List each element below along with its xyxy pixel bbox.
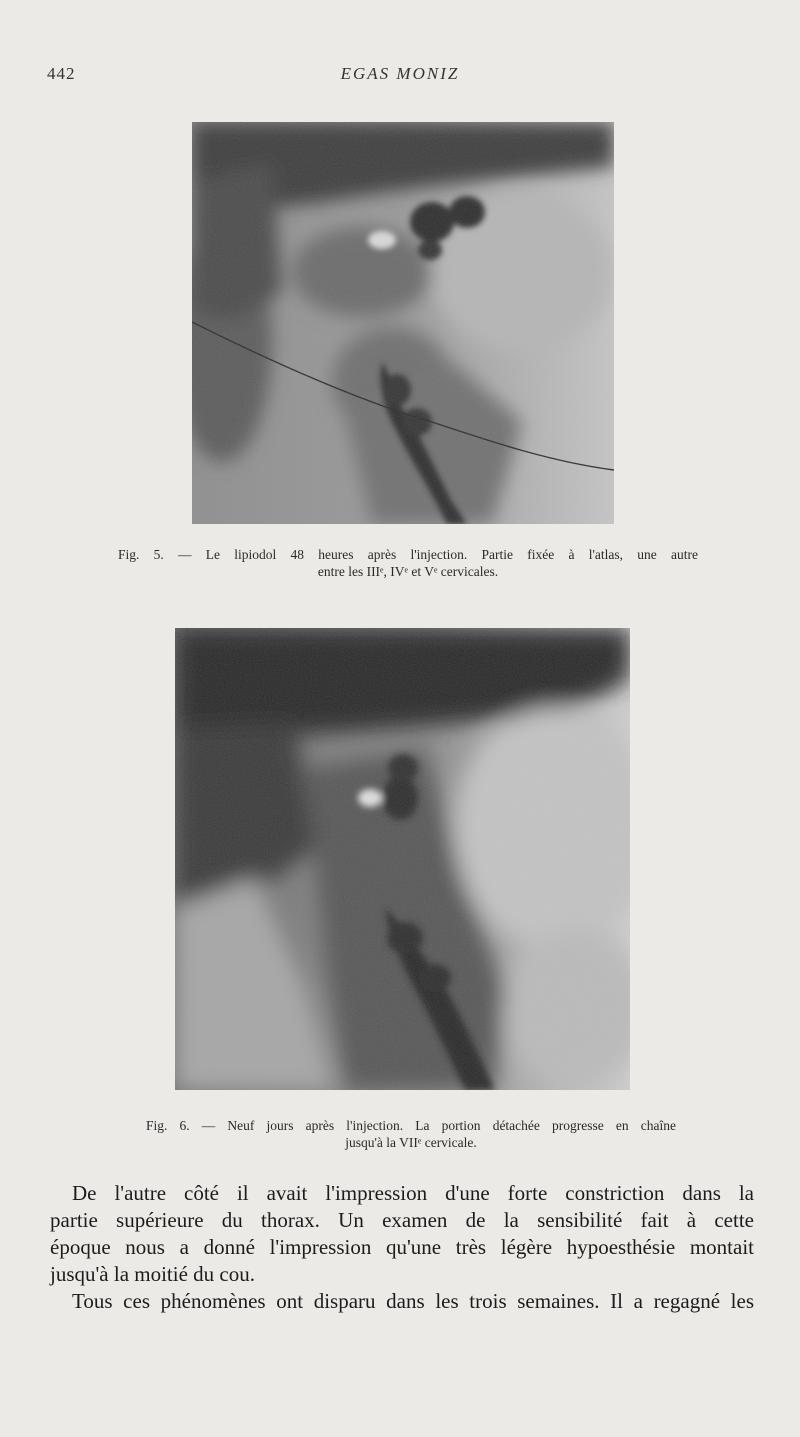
figure-5-caption [118,546,698,580]
running-title: EGAS MONIZ [340,64,460,83]
body-line: Tous ces phénomènes ont disparu dans les trois semaines. Il a regagné les [72,1289,754,1313]
caption-line: Fig. 5. — Le lipiodol 48 heures après l'injection. Partie fixée à l'atlas, une autre [118,547,698,562]
body-line: De l'autre côté il avait l'impression d'une forte constriction dans la [72,1181,754,1205]
body-line: partie supérieure du thorax. Un examen de la sensibilité fait à cette [50,1208,754,1232]
figure-6-caption [146,1117,676,1151]
caption-line: jusqu'à la VIIᵉ cervicale. [345,1135,477,1150]
caption-line: Fig. 6. — Neuf jours après l'injection. La portion détachée progresse en chaîne [146,1118,676,1133]
radiograph-image [192,122,614,524]
page-number: 442 [47,64,76,83]
body-line: jusqu'à la moitié du cou. [50,1262,255,1286]
caption-line: entre les IIIᵉ, IVᵉ et Vᵉ cervicales. [317,564,499,579]
body-line: époque nous a donné l'impression qu'une très légère hypoesthésie montait [50,1235,754,1259]
body-paragraphs [50,1180,754,1315]
radiograph-image [175,628,630,1090]
figure-5-radiograph [192,122,614,524]
figure-6-radiograph [175,628,630,1090]
